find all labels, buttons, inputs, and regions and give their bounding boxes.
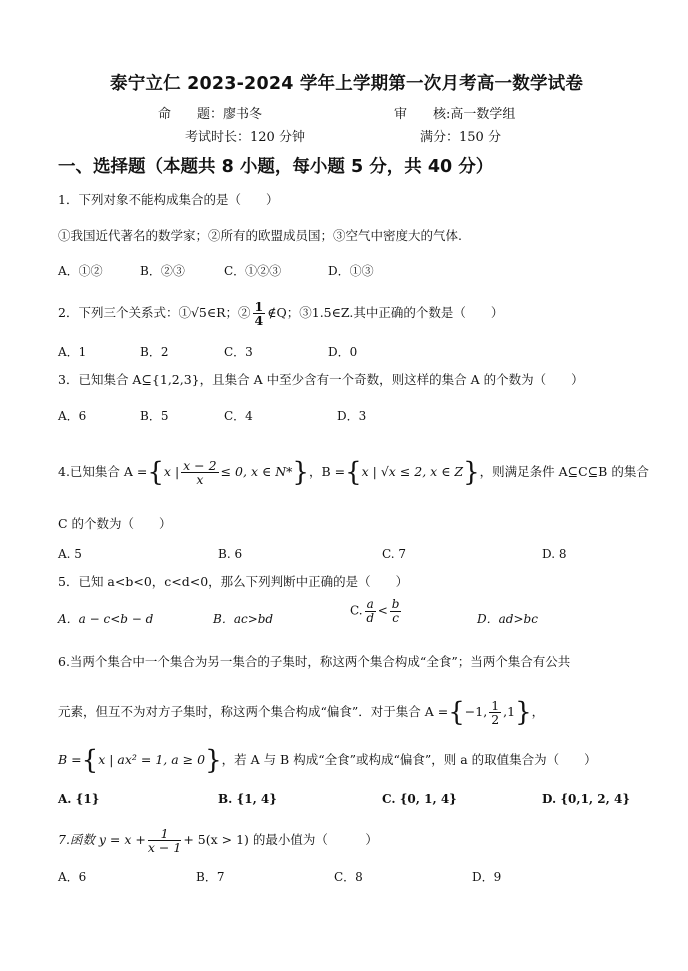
q4-lead: 4.已知集合 A = bbox=[58, 464, 148, 479]
q5-option-b: B．ac>bd bbox=[213, 612, 274, 626]
q6-option-a: A. {1} bbox=[58, 792, 100, 806]
question-1-detail: ①我国近代著名的数学家；②所有的欧盟成员国；③空气中密度大的气体. bbox=[58, 228, 462, 243]
q4-mid: ，B = bbox=[308, 464, 346, 479]
q7-fraction: $\frac{1}{x - 1}$ bbox=[147, 825, 182, 855]
q1-option-b: B．②③ bbox=[140, 264, 185, 278]
author-label: 命 题： bbox=[158, 107, 224, 122]
q7-option-b: B．7 bbox=[196, 870, 225, 884]
q4-tail: ，则满足条件 A⊆C⊆B 的集合 bbox=[479, 464, 649, 479]
author-line bbox=[158, 103, 262, 122]
q3-option-d: D．3 bbox=[337, 409, 367, 423]
author-name: 廖书冬 bbox=[223, 107, 263, 122]
q5-optC-frac2: $\frac{b}{c}$ bbox=[391, 597, 400, 625]
question-4-stem: 4.已知集合 A ={x | $\frac{x - 2}{x}$ ≤ 0, x ∈ N*}，B ={x | √x ≤ 2, x ∈ Z}，则满足条件 A⊆C⊆B 的集合 bbox=[58, 457, 649, 488]
q2-prefix: 2．下列三个关系式：①√5∈R；② bbox=[58, 305, 251, 321]
q6-option-b: B. {1, 4} bbox=[218, 792, 277, 806]
time-value: 120 分钟 bbox=[250, 130, 305, 145]
q4-setA-right: ≤ 0, x ∈ N* bbox=[220, 464, 293, 479]
q7-option-c: C．8 bbox=[334, 870, 363, 884]
q4-setA-left: x | bbox=[163, 464, 180, 479]
q2-option-c: C．3 bbox=[224, 345, 253, 359]
q1-option-d: D．①③ bbox=[328, 264, 374, 278]
q7-option-a: A．6 bbox=[58, 870, 87, 884]
q6-half-fraction: $\frac{1}{2}$ bbox=[491, 697, 500, 727]
q5-option-c-label: C. bbox=[350, 603, 363, 618]
q2-option-a: A．1 bbox=[58, 345, 87, 359]
q3-option-b: B．5 bbox=[140, 409, 169, 423]
q2-suffix: ∉Q；③1.5∈Z.其中正确的个数是（ ） bbox=[267, 305, 504, 321]
question-6-line1: 6.当两个集合中一个集合为另一集合的子集时，称这两个集合构成“全食”；当两个集合有公共 bbox=[58, 654, 571, 669]
question-4-line2: C 的个数为（ ） bbox=[58, 516, 172, 531]
question-7-stem: 7.函数 y = x + $\frac{1}{x - 1}$ + 5(x > 1) 的最小值为（ ） bbox=[58, 825, 378, 855]
q4-option-d: D. 8 bbox=[542, 547, 567, 561]
question-2-stem bbox=[58, 300, 503, 327]
q4-setA-num: x − 2 bbox=[183, 457, 217, 473]
q2-fraction bbox=[253, 300, 266, 327]
time-label: 考试时长： bbox=[185, 130, 251, 145]
q1-option-a: A．①② bbox=[58, 264, 103, 278]
q5-optC-frac1: $\frac{a}{d}$ bbox=[366, 597, 374, 625]
q5-option-c: C. $\frac{a}{d}$ < $\frac{b}{c}$ bbox=[350, 597, 400, 625]
q2-frac-num: 1 bbox=[254, 299, 264, 314]
q4-option-c: C. 7 bbox=[382, 547, 407, 561]
score-value: 150 分 bbox=[459, 130, 501, 145]
q4-setA-fraction bbox=[181, 459, 218, 486]
q4-setB: x | √x ≤ 2, x ∈ Z bbox=[361, 464, 464, 479]
q6-option-c: C. {0, 1, 4} bbox=[382, 792, 457, 806]
q7-option-d: D．9 bbox=[472, 870, 502, 884]
q3-option-a: A．6 bbox=[58, 409, 87, 423]
q2-option-b: B．2 bbox=[140, 345, 169, 359]
q2-frac-den: 4 bbox=[254, 313, 264, 329]
question-6-line3: B ={x | ax² = 1, a ≥ 0}，若 A 与 B 构成“全食”或构成“偏食”，则 a 的取值集合为（ ） bbox=[58, 745, 597, 776]
q2-option-d: D．0 bbox=[328, 345, 358, 359]
q6-option-d: D. {0,1, 2, 4} bbox=[542, 792, 631, 806]
q4-option-b: B. 6 bbox=[218, 547, 243, 561]
question-5-stem: 5．已知 a<b<0，c<d<0，那么下列判断中正确的是（ ） bbox=[58, 574, 409, 589]
time-line bbox=[185, 126, 305, 145]
q6-setB: x | ax² = 1, a ≥ 0 bbox=[98, 752, 206, 767]
q5-option-a: A．a − c<b − d bbox=[58, 612, 154, 626]
exam-title: 泰宁立仁 2023-2024 学年上学期第一次月考高一数学试卷 bbox=[110, 74, 584, 94]
q4-setA-den: x bbox=[196, 472, 204, 487]
question-6-line2: 元素，但互不为对方子集时，称这两个集合构成“偏食”．对于集合 A ={−1, $\frac{1}{2}$ ,1}， bbox=[58, 697, 545, 728]
q3-option-c: C．4 bbox=[224, 409, 253, 423]
score-line bbox=[420, 126, 501, 145]
q4-option-a: A. 5 bbox=[58, 547, 82, 561]
score-label: 满分： bbox=[420, 130, 460, 145]
q1-option-c: C．①②③ bbox=[224, 264, 282, 278]
question-3-stem: 3．已知集合 A⊆{1,2,3}，且集合 A 中至少含有一个奇数，则这样的集合 A 的个数为（ ） bbox=[58, 372, 584, 387]
question-1-stem: 1．下列对象不能构成集合的是（ ） bbox=[58, 192, 279, 207]
reviewer-label: 审 核: bbox=[394, 107, 451, 122]
q5-option-d: D．ad>bc bbox=[477, 612, 538, 626]
reviewer-name: 高一数学组 bbox=[450, 107, 516, 122]
reviewer-line bbox=[394, 103, 515, 122]
section-title: 一、选择题（本题共 8 小题，每小题 5 分，共 40 分） bbox=[58, 157, 494, 177]
